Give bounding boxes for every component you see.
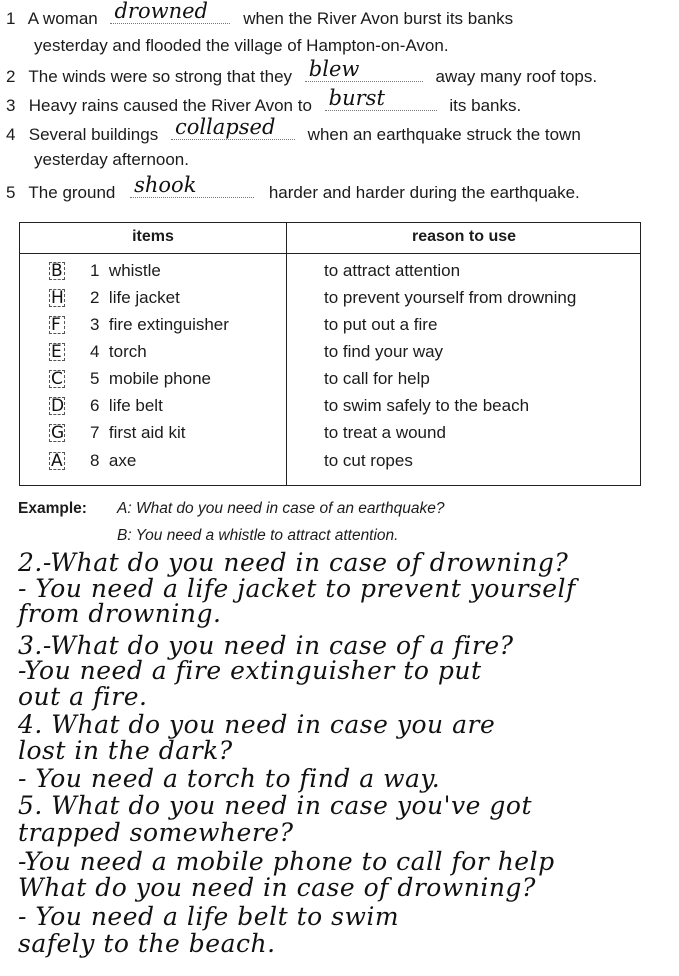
item-number: 4 <box>90 342 100 361</box>
item-cell <box>90 261 161 281</box>
handwritten-letter: E <box>51 342 62 362</box>
handwritten-letter: G <box>51 423 65 443</box>
answer-blank[interactable] <box>110 0 230 24</box>
item-number: 8 <box>90 451 100 470</box>
sentence-number: 4 <box>6 125 16 144</box>
handwritten-line: safely to the beach. <box>18 929 276 958</box>
handwritten-answer: collapsed <box>174 115 276 139</box>
handwritten-line: lost in the dark? <box>18 736 233 765</box>
sentence-text-before: The ground <box>28 183 116 202</box>
table-row <box>20 449 640 476</box>
sentence-4 <box>6 115 581 145</box>
handwritten-answer: drowned <box>114 0 208 23</box>
sentence-1 <box>6 0 514 29</box>
table-row <box>20 313 640 340</box>
item-cell <box>90 315 229 335</box>
table-row <box>20 286 640 313</box>
example-line-a: A: What do you need in case of an earthquake? <box>117 500 445 517</box>
reason-cell: to cut ropes <box>324 451 413 470</box>
handwritten-letter: A <box>51 451 63 471</box>
answer-box[interactable] <box>49 289 65 307</box>
item-number: 7 <box>90 423 100 442</box>
item-number: 1 <box>90 261 100 280</box>
sentence-3 <box>6 86 522 116</box>
table-row <box>20 394 640 421</box>
handwritten-line: 4. What do you need in case you are <box>18 710 496 739</box>
answer-box[interactable] <box>49 452 65 470</box>
handwritten-answer: burst <box>328 86 385 110</box>
answer-box[interactable] <box>49 370 65 388</box>
item-name: first aid kit <box>108 423 186 442</box>
handwritten-line: -You need a mobile phone to call for help <box>18 847 555 876</box>
reason-cell: to prevent yourself from drowning <box>324 288 577 307</box>
sentence-text-after: when the River Avon burst its banks <box>243 9 514 28</box>
table-row <box>20 367 640 394</box>
reason-cell: to treat a wound <box>324 423 446 442</box>
handwritten-line: from drowning. <box>18 599 222 628</box>
item-name: life jacket <box>108 288 180 307</box>
item-name: life belt <box>108 396 163 415</box>
handwritten-answer: shook <box>134 173 197 197</box>
item-cell <box>90 369 211 389</box>
sentence-number: 2 <box>6 67 16 86</box>
reason-cell: to swim safely to the beach <box>324 396 530 415</box>
sentence-number: 3 <box>6 96 16 115</box>
sentence-5 <box>6 173 580 203</box>
sentence-2 <box>6 57 598 87</box>
handwritten-letter: D <box>51 396 65 416</box>
item-name: axe <box>108 451 137 470</box>
sentence-4-continuation: yesterday afternoon. <box>34 150 189 169</box>
handwritten-letter: B <box>51 261 63 281</box>
reason-cell: to attract attention <box>324 261 461 280</box>
sentence-number: 5 <box>6 183 16 202</box>
handwritten-line: - You need a life belt to swim <box>18 902 400 931</box>
sentence-1-continuation: yesterday and flooded the village of Hampton-on-Avon. <box>34 36 449 55</box>
answer-blank[interactable] <box>171 115 295 140</box>
handwritten-letter: C <box>51 369 63 389</box>
item-number: 6 <box>90 396 100 415</box>
answer-blank[interactable] <box>130 173 254 198</box>
sentence-text-before: The winds were so strong that they <box>28 67 293 86</box>
handwritten-line: 2.-What do you need in case of drowning? <box>18 548 569 577</box>
item-cell <box>90 423 185 443</box>
handwritten-line: 5. What do you need in case you've got <box>18 791 532 820</box>
answer-blank[interactable] <box>325 86 437 111</box>
handwritten-line: What do you need in case of drowning? <box>18 873 536 902</box>
answer-box[interactable] <box>49 316 65 334</box>
table-row <box>20 421 640 448</box>
answer-box[interactable] <box>49 262 65 280</box>
handwritten-answer: blew <box>308 57 360 81</box>
item-cell <box>90 288 180 308</box>
item-number: 2 <box>90 288 100 307</box>
handwritten-line: -You need a fire extinguisher to put <box>18 656 482 685</box>
items-table <box>19 222 641 486</box>
answer-blank[interactable] <box>305 57 423 82</box>
sentence-text-before: A woman <box>27 9 98 28</box>
handwritten-line: trapped somewhere? <box>18 818 294 847</box>
item-name: mobile phone <box>108 369 211 388</box>
reason-cell: to put out a fire <box>324 315 438 334</box>
handwritten-line: 3.-What do you need in case of a fire? <box>18 631 514 660</box>
example-line-b: B: You need a whistle to attract attention. <box>117 527 399 544</box>
answer-box[interactable] <box>49 397 65 415</box>
table-row <box>20 259 640 286</box>
handwritten-line: - You need a torch to find a way. <box>18 764 441 793</box>
item-name: fire extinguisher <box>108 315 229 334</box>
handwritten-letter: F <box>51 315 61 335</box>
handwritten-line: out a fire. <box>18 682 148 711</box>
sentence-text-after: its banks. <box>449 96 522 115</box>
sentence-text-after: harder and harder during the earthquake. <box>268 183 580 202</box>
sentence-text-before: Several buildings <box>28 125 159 144</box>
reason-cell: to find your way <box>324 342 444 361</box>
table-row <box>20 340 640 367</box>
handwritten-line: - You need a life jacket to prevent yourself <box>18 574 576 603</box>
item-cell <box>90 342 147 362</box>
item-name: torch <box>108 342 147 361</box>
sentence-number: 1 <box>6 9 16 28</box>
item-cell <box>90 451 136 471</box>
header-reason: reason to use <box>411 228 517 245</box>
sentence-text-after: when an earthquake struck the town <box>307 125 581 144</box>
sentence-text-after: away many roof tops. <box>435 67 598 86</box>
handwritten-letter: H <box>51 288 64 308</box>
item-cell <box>90 396 163 416</box>
answer-box[interactable] <box>49 424 65 442</box>
item-name: whistle <box>108 261 161 280</box>
header-items: items <box>132 228 174 245</box>
item-number: 3 <box>90 315 100 334</box>
item-number: 5 <box>90 369 100 388</box>
reason-cell: to call for help <box>324 369 430 388</box>
header-divider <box>20 253 640 254</box>
answer-box[interactable] <box>49 343 65 361</box>
sentence-text-before: Heavy rains caused the River Avon to <box>28 96 312 115</box>
example-label: Example: <box>18 500 87 517</box>
